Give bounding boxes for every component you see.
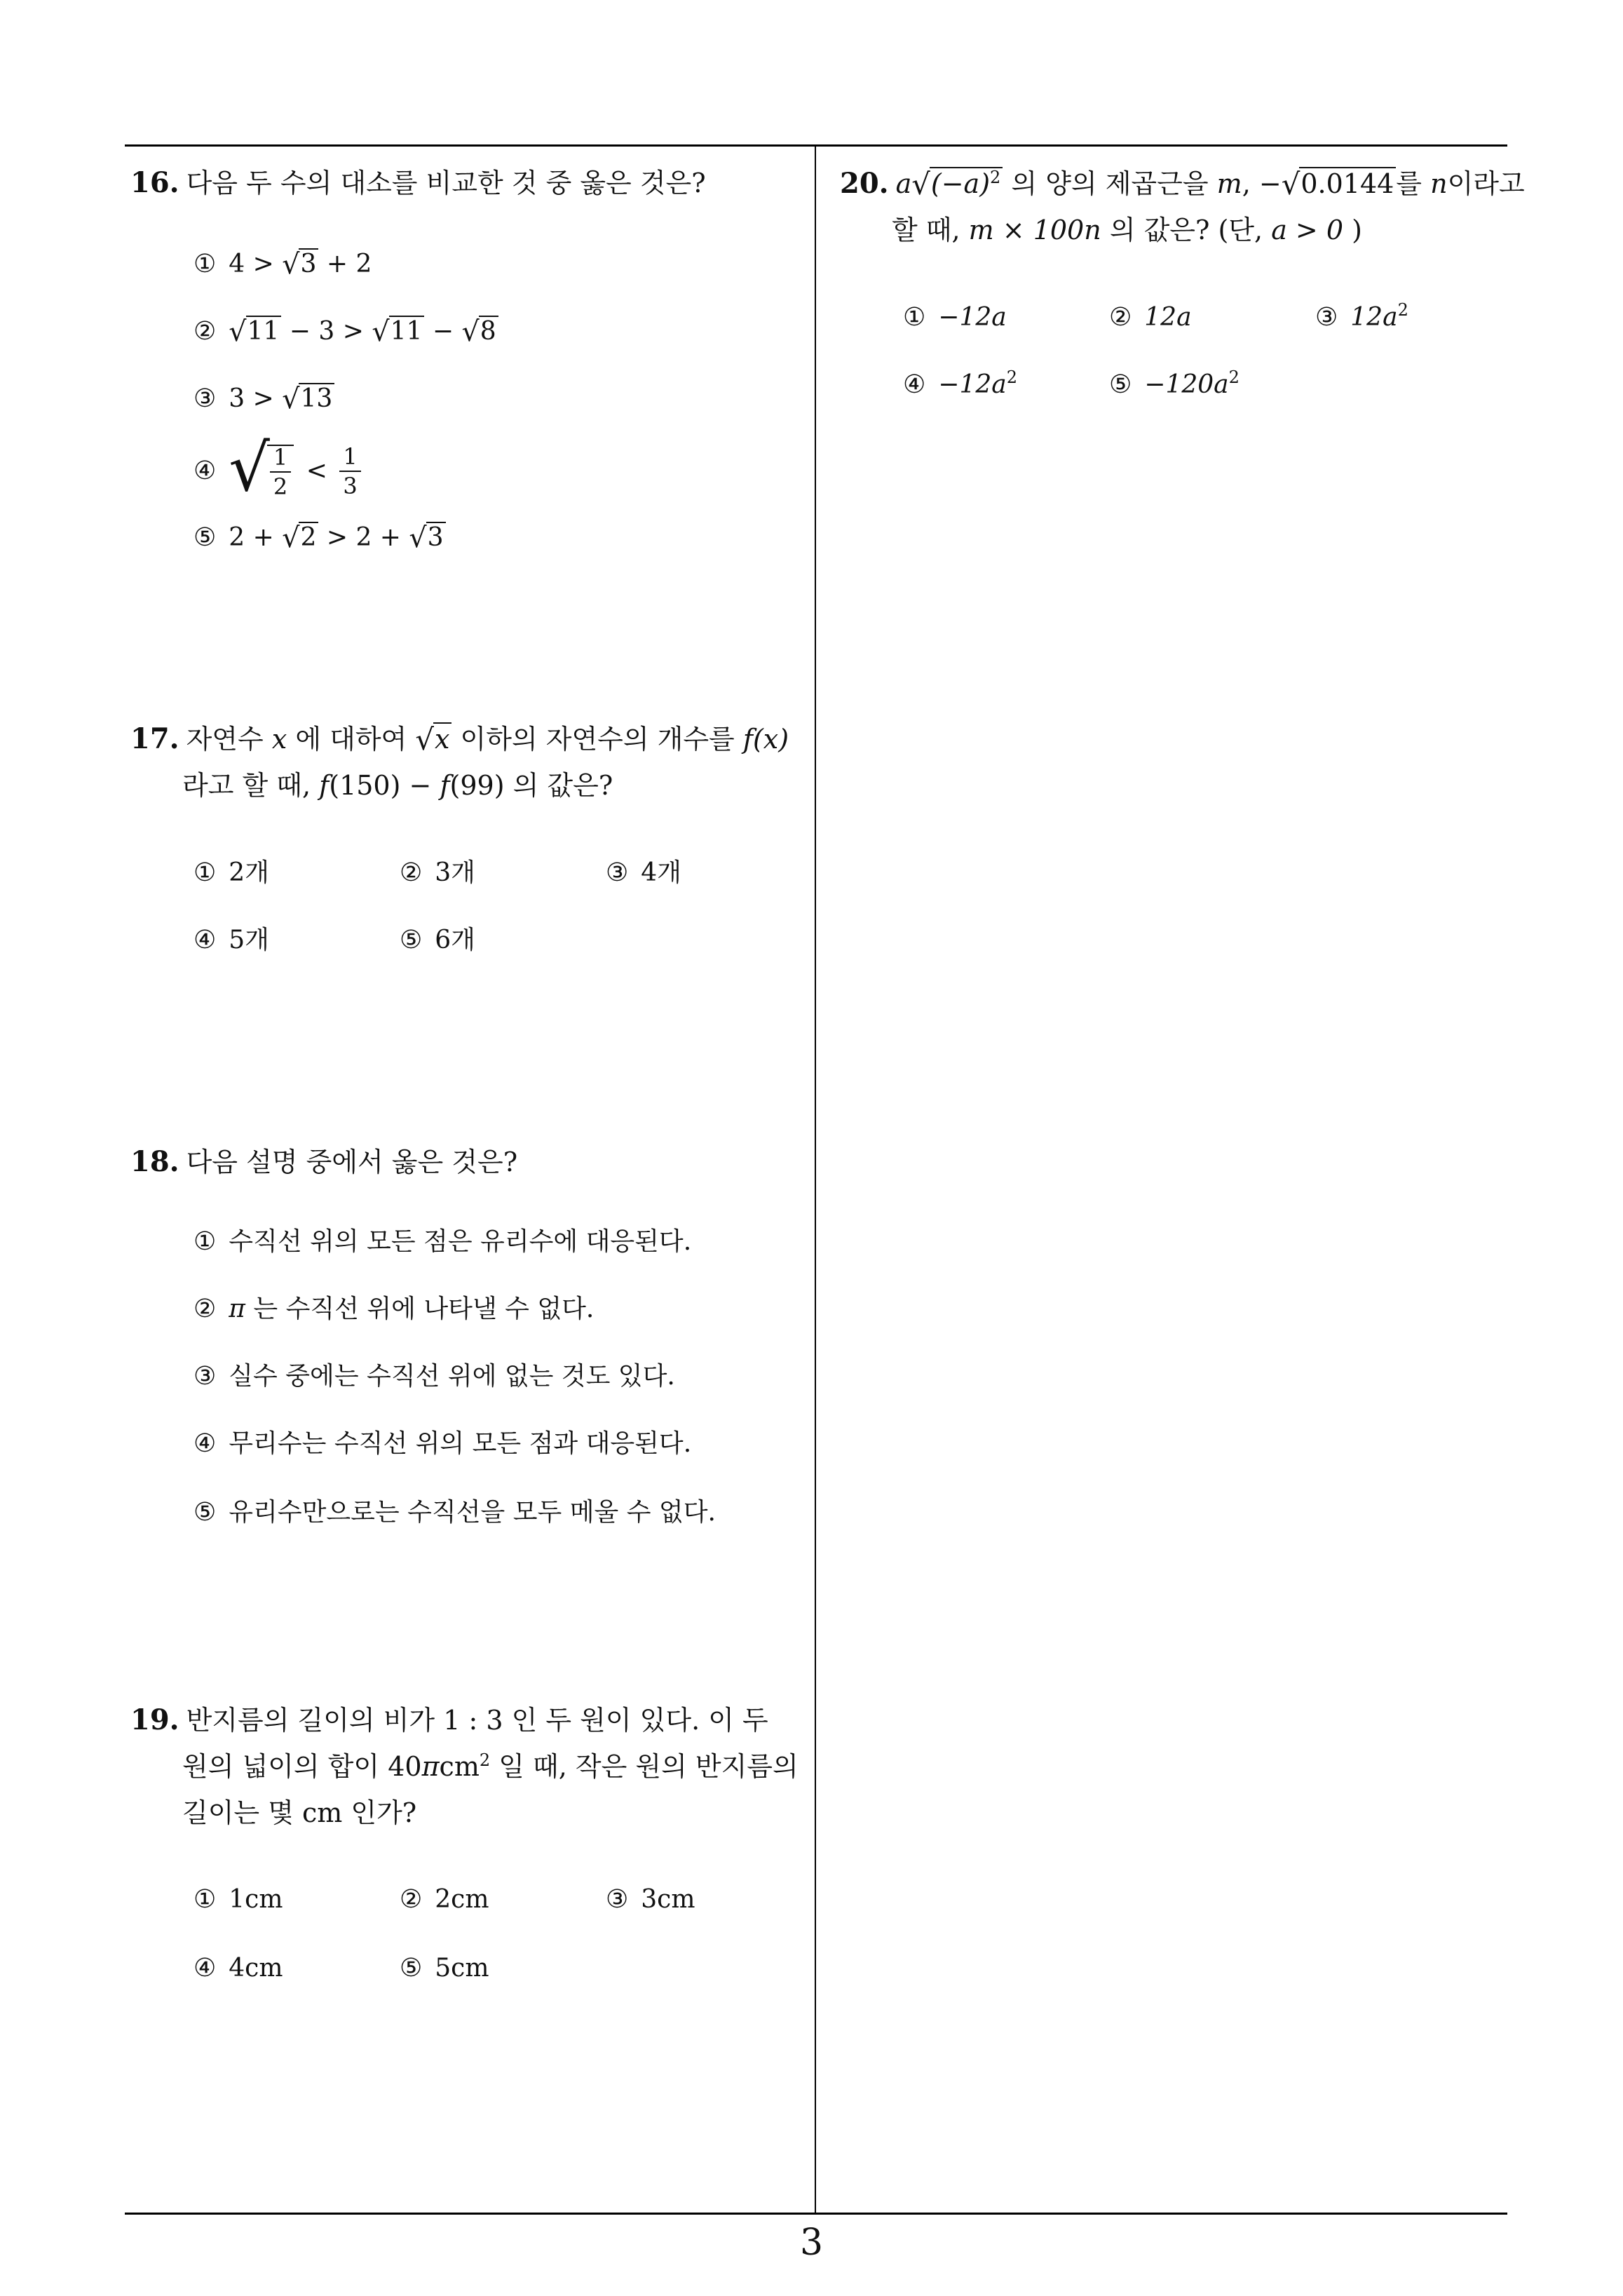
option-4[interactable]: ④ 5개 — [193, 926, 269, 954]
question-number: 19. — [130, 1703, 179, 1736]
option-4[interactable]: ④ √ $\frac{1}{2}$ < $\frac{1}{3}$ — [193, 433, 361, 508]
option-2[interactable]: ② √11 − 3 > √11 − √8 — [193, 313, 498, 349]
question-number: 20. — [840, 167, 889, 200]
left-column — [130, 160, 803, 1983]
bottom-rule — [125, 2213, 1507, 2215]
option-1[interactable]: ① −12a — [903, 303, 1007, 332]
question-17: 17. 자연수 x 에 대하여 √x 이하의 자연수의 개수를 f(x) 라고 할 때, f(150) − f(99) 의 값은? ① 2개 ② 3개 ③ 4개 ④ 5개 ⑤ 6개 — [130, 715, 803, 809]
option-3[interactable]: ③ 실수 중에는 수직선 위에 없는 것도 있다. — [193, 1362, 675, 1391]
option-2[interactable]: ② 12a — [1109, 303, 1192, 332]
question-number: 18. — [130, 1145, 179, 1178]
question-text: 다음 두 수의 대소를 비교한 것 중 옳은 것은? — [186, 168, 706, 198]
option-4[interactable]: ④ 무리수는 수직선 위의 모든 점과 대응된다. — [193, 1429, 692, 1458]
option-5[interactable]: ⑤ 6개 — [400, 926, 475, 954]
option-4[interactable]: ④ 4cm — [193, 1954, 283, 1983]
option-5[interactable]: ⑤ $-120a^2$ — [1109, 367, 1240, 399]
column-divider — [815, 144, 816, 2215]
question-18: 18. 다음 설명 중에서 옳은 것은? ① 수직선 위의 모든 점은 유리수에 대응된다. ② π 는 수직선 위에 나타낼 수 없다. ③ 실수 중에는 수직선 위에 없는 것도 있다. ④ 무리수는 수직선 위의 모든 점과 대응된다. ⑤ 유리수만으로는 수직선을 모두 메울 수 없다. — [130, 1139, 803, 1185]
option-1[interactable]: ① 4 > √3 + 2 — [193, 248, 372, 281]
question-19: 19. 반지름의 길이의 비가 1 : 3 인 두 원이 있다. 이 두 원의 넓이의 합이 40πcm$^2$ 일 때, 작은 원의 반지름의 길이는 몇 cm 인가? ① 1cm ② 2cm ③ 3cm ④ 4cm ⑤ 5cm — [130, 1697, 803, 1836]
option-3[interactable]: ③ 3 > √13 — [193, 380, 334, 417]
option-3[interactable]: ③ $12a^2$ — [1315, 300, 1408, 332]
option-1[interactable]: ① 2개 — [193, 858, 269, 887]
question-number: 17. — [130, 722, 179, 755]
option-2[interactable]: ② 2cm — [400, 1885, 489, 1914]
question-16 — [130, 160, 803, 554]
option-1[interactable]: ① 수직선 위의 모든 점은 유리수에 대응된다. — [193, 1227, 692, 1256]
option-5[interactable]: ⑤ 5cm — [400, 1954, 489, 1983]
option-3[interactable]: ③ 4개 — [606, 858, 681, 887]
page-number: 3 — [799, 2222, 824, 2264]
option-3[interactable]: ③ 3cm — [606, 1885, 695, 1914]
question-number: 16. — [130, 166, 179, 199]
option-5[interactable]: ⑤ 유리수만으로는 수직선을 모두 메울 수 없다. — [193, 1498, 716, 1527]
top-rule — [125, 144, 1507, 147]
right-column — [840, 160, 1525, 399]
option-2[interactable]: ② π 는 수직선 위에 나타낼 수 없다. — [193, 1295, 595, 1323]
option-1[interactable]: ① 1cm — [193, 1885, 283, 1914]
option-2[interactable]: ② 3개 — [400, 858, 475, 887]
option-5[interactable]: ⑤ 2 + √2 > 2 + √3 — [193, 519, 446, 555]
question-20: 20. $a√(-a)^2$ 의 양의 제곱근을 m, −√0.0144를 n이라고 할 때, m × 100n 의 값은? (단, a > 0 ) ① −12a ② 12a ③ $12a^2$ ④ $-12a^2$ ⑤ $-120a^2$ — [840, 160, 1513, 253]
option-4[interactable]: ④ $-12a^2$ — [903, 367, 1017, 399]
